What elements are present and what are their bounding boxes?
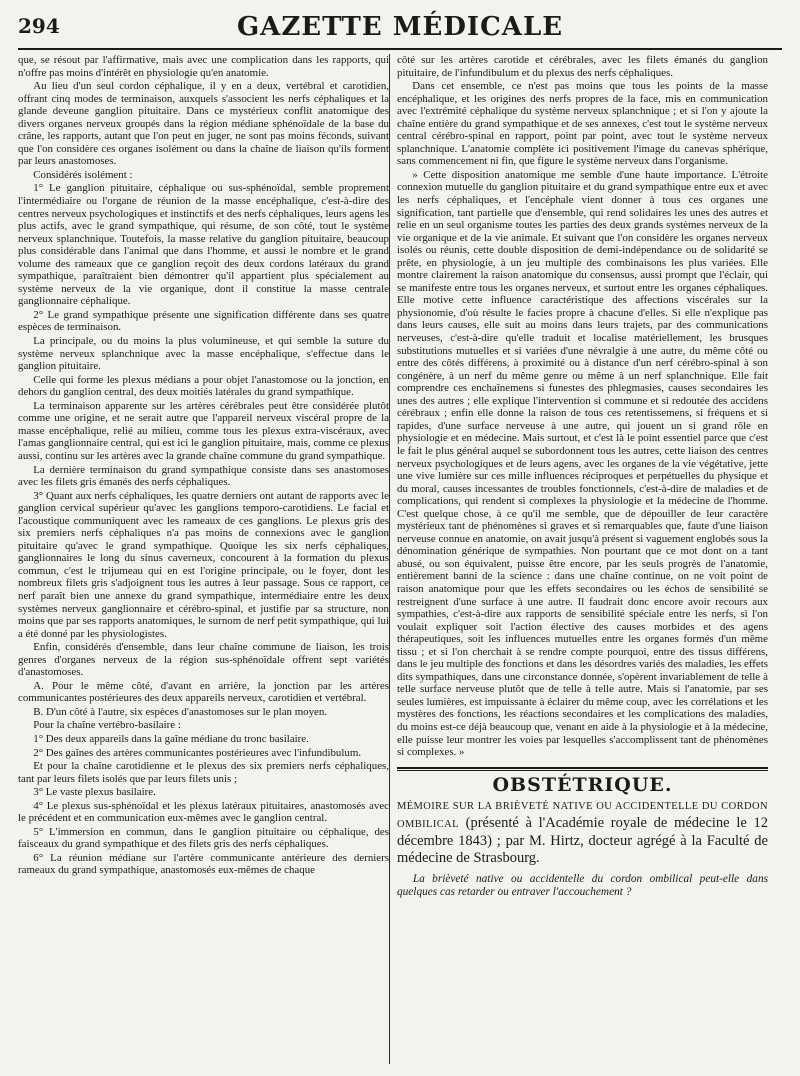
paragraph: Enfin, considérés d'ensemble, dans leur chaîne commune de liaison, les trois genres d'organes nerveux de la région sus-sphénoïdale offrent sept variétés d'anastomoses.: [18, 641, 389, 679]
memoir-title-rest: (présenté à l'Académie royale de médecine le 12 décembre 1843) ; par M. Hirtz, docteur agrégé à la Faculté de médecine de Strasbourg.: [397, 815, 768, 867]
paragraph: 5° L'immersion en commun, dans le ganglion pituitaire ou céphalique, des faisceaux du grand sympathique et des filets gris des nerfs céphaliques.: [18, 825, 389, 851]
paragraph: Et pour la chaîne carotidienne et le plexus des six premiers nerfs céphaliques, tant par leurs filets isolés que par leurs filets unis ;: [18, 760, 389, 785]
paragraph: 2° Le grand sympathique présente une signification différente dans ses quatre espèces de terminaison.: [18, 308, 389, 334]
journal-title: GAZETTE MÉDICALE: [236, 12, 564, 42]
paragraph: 6° La réunion médiane sur l'artère communicante antérieure des derniers rameaux du grand sympathique, anastomosés eux-mêmes de chaque: [18, 851, 389, 877]
page-header: [18, 8, 782, 48]
paragraph: côté sur les artères carotide et cérébrales, avec les filets émanés du ganglion pituitaire, de l'infundibulum et du plexus des nerfs céphaliques.: [397, 54, 768, 79]
paragraph: Dans cet ensemble, ce n'est pas moins que tous les points de la masse encéphalique, et les origines des nerfs propres de la face, mis en communication avec l'extrémité céphalique du système nerveux splanchnique ; et si l'on y ajoute la chaîne entière du grand sympathique et de ses annexes, c'est tout le système nerveux central cérébro-spinal en rapport, point par point, avec tout le système nerveux splanchnique. L'anatomie complète ici positivement l'image du canevas sphérique, sans commencement ni fin, que figure le système nerveux dans l'organisme.: [397, 80, 768, 168]
paragraph: La dernière terminaison du grand sympathique consiste dans ses anastomoses avec les filets gris émanés des nerfs céphaliques.: [18, 463, 389, 489]
paragraph: 3° Le vaste plexus basilaire.: [33, 786, 156, 799]
paragraph: 4° Le plexus sus-sphénoïdal et les plexus latéraux pituitaires, anastomosés avec le précédent et en communication eux-mêmes avec le ganglion central.: [18, 799, 389, 825]
paragraph: B. D'un côté à l'autre, six espèces d'anastomoses sur le plan moyen.: [33, 705, 328, 718]
paragraph: Au lieu d'un seul cordon céphalique, il y en a deux, vertébral et carotidien, offrant cinq modes de terminaison, auxquels s'associent les nerfs céphaliques et la glande deveune ganglion pituitaire. Dans ce mystérieux conflit anatomique des divers organes nerveux groupés dans la région médiane sphénoïdale de la base du crâne, les rapports, autant que l'on peut en juger, ne sont pas moins féconds, suivant que l'on considère ces organes isolément ou dans la chaîne de liaison qu'ils forment par leurs anastomoses.: [18, 80, 389, 168]
left-column: [18, 54, 389, 1066]
header-rule: [18, 48, 782, 50]
memoir-abstract: La brièveté native ou accidentelle du cordon ombilical peut-elle dans quelques cas retarder ou entraver l'accouchement ?: [397, 873, 768, 899]
paragraph: Pour la chaîne vertébro-basilaire :: [33, 719, 181, 732]
page-number: 294: [18, 14, 60, 38]
paragraph: 2° Des gaînes des artères communicantes postérieures avec l'infundibulum.: [33, 746, 362, 759]
paragraph: que, se résout par l'affirmative, mais avec une complication dans les rapports, qui n'offre pas moins d'intérêt en physiologie qu'en anatomie.: [18, 54, 389, 79]
memoir-title: [397, 797, 768, 867]
right-column-text: [397, 54, 768, 759]
section-title: OBSTÉTRIQUE.: [492, 773, 673, 796]
column-separator: [389, 54, 390, 1064]
paragraph: La terminaison apparente sur les artères cérébrales peut être considérée plutôt comme une origine, et ne serait autre que l'appareil nerveux viscéral propre de la masse encéphalique, relié au milieu, comme tous les plexus extra-viscéraux, avec l'amas ganglionnaire central, qui est ici le ganglion pituitaire, mais, comme ce plexus aussi, continu sur les artères avec la grande chaîne commune du grand sympathique.: [18, 399, 389, 462]
paragraph: A. Pour le même côté, d'avant en arrière, la jonction par les artères communicantes postérieures des deux appareils nerveux, carotidien et vertébral.: [18, 679, 389, 705]
right-column: [397, 54, 768, 1066]
paragraph: Considérés isolément :: [33, 168, 133, 181]
paragraph: 1° Le ganglion pituitaire, céphalique ou sus-sphénoïdal, semble proprement l'intermédiaire ou l'organe de réunion de la masse encéphalique, c'est-à-dire des centres nerveux psychologiques et instinctifs et des nerfs céphaliques, leurs agens les plus actifs, avec le grand sympathique, qui résume, de son côté, tout le système nerveux splanchnique. Toutefois, la masse relative du ganglion pituitaire, beaucoup plus considérable dans l'animal que dans l'homme, et aussi le nombre et le grand volume des rameaux que ce ganglion reçoit des deux cordons latéraux du grand sympathique, paraîtraient bien démontrer qu'il appartient plus spécialement au système nerveux de la vie organique, dont il constitue la masse centrale ganglionnaire céphalique.: [18, 182, 389, 308]
paragraph: 3° Quant aux nerfs céphaliques, les quatre derniers ont autant de rapports avec le ganglion cervical supérieur qu'avec les ganglions temporo-carotidiens. Le facial et l'acoustique communiquent avec les rameaux de ces ganglions. Le plexus gris des six premiers nerfs céphaliques n'a pas moins de connexions avec le ganglion pituitaire qu'avec le grand sympathique. Quoique les six nerfs céphaliques, ganglionnaires le long du sinus caverneux, concourent à la formation du plexus commun, c'est le trijumeau qui en est l'origine principale, ou le foyer, dont les nombreux filets gris s'adjoignent tous les autres à leur passage. Sous ce rapport, ce nerf paraît bien une annexe du grand sympathique, intermédiaire entre les deux systèmes nerveux ganglionnaire et cérébro-spinal, et justifie par sa structure, non moins que par ses rapports anatomiques, le surnom de nerf petit sympathique, qui lui a été donné par les physiologistes.: [18, 489, 389, 640]
paragraph: La principale, ou du moins la plus volumineuse, et qui semble la suture du système nerveux splanchnique avec la masse encéphalique, s'effectue dans le ganglion pituitaire.: [18, 335, 389, 373]
paragraph: Celle qui forme les plexus médians a pour objet l'anastomose ou la jonction, en dehors du ganglion central, des deux moitiés latérales du grand sympathique.: [18, 373, 389, 399]
paragraph: » Cette disposition anatomique me semble d'une haute importance. L'étroite connexion mutuelle du ganglion pituitaire et du grand sympathique entre eux et avec les nerfs céphaliques, et l'encéphale vient donner à tous ces organes une signification, tant partielle que d'ensemble, qui rend solidaires les unes des autres et relie en un seul organisme toutes les parties des deux grands systèmes nerveux de la vie organique et de la vie animale. Et suivant que l'on considère les organes nerveux isolés ou réunis, cette double disposition de demi-indépendance ou de solidarité se prête, en physiologie, à un jeu multiple des combinaisons les plus variées. Elle montre clairement la raison anatomique du consensus, aussi prompt que l'éclair, qui se manifeste entre tous les organes nerveux, et surtout entre les organes céphaliques. Elle motive cette influence caractéristique des affections viscérales sur la physionomie, d'où résulte le facies propre à chacune d'elles. Si elle n'explique pas dans leurs causes, elle suit au moins dans leurs trajets, par des communications nerveuses, c'est-à-dire qu'elle traduit et localise matériellement, les brusques substitutions mutuelles et si variées d'une névralgie à une autre, du même côté ou entre des côtés différens, à proximité ou à distance d'un nerf cérébro-spinal à son congénère, à un nerf du même genre ou même à un nerf splanchnique. Elle fait comprendre ces enchaînemens si funestes des phlegmasies, causes secondaires les unes des autres ; elle explique l'intervention si commune et si redoutée des accidens cérébraux ; enfin elle donne la raison de tous ces retentissemens, si fréquens et si rapides, d'une surface nerveuse à une autre, qui jouent un si grand rôle en physiologie et en médecine. Mais surtout, et c'est là le point essentiel parce que c'est le fait le plus général auquel se subordonnent tous les autres, cette liaison des centres nerveux psychologiques et de leurs agens, avec les organes de la vie végétative, jette une vive lumière sur ces mille influences réciproques et perpétuelles du physique et du moral, causes incessantes de troubles fonctionnels, c'est-à-dire de maladies et de complications, qui rendent si complexes la physiologie et la médecine de l'homme. C'est quelque chose, à ce qu'il me semble, que de dépouiller de leur caractère mystérieux tant de phénomènes si graves et si remarquables que, faute d'une liaison nerveuse connue en anatomie, on avait jusqu'à présent si vaguement englobés sous la dénomination générique de sympathies. Non pourtant que ce mot dont on a tant abusé, ou son équivalent, puisse être encore, par les seuls progrès de l'anatomie, entièrement banni de la science : dans une chaîne continue, on ne voit point de raison anatomique pour que les effets secondaires ou les échos de sensibilité se restreignent d'une surface à une autre. Il faudrait donc encore avoir recours aux sympathies, c'est-à-dire aux rapports de sensibilité spéciale entre les nerfs, si l'on voulait expliquer soit l'action élective des causes morbides et des agens thérapeutiques, soit les influences mutuelles entre les organes formés d'un même tissu ; et si l'on cherchait à se rendre compte pourquoi, entre des tissus différens, dans le jeu multiple des fonctions et dans les désordres variés des maladies, les effets dits sympathiques, dans une circonstance donnée, s'opèrent invariablement de telle à telle surface nerveuse plutôt que de telle à telle autre. Mais si l'anatomie, par ses seules lumières, est impuissante à éclairer du même coup, avec les corrélations et les mystères des fonctions, les réactions secondaires et les complications des maladies, du moins est-ce déjà beaucoup que, venant en aide à la physiologie et à la médecine, elle puisse leur montrer les voies par lesquelles s'accomplissent tant de phénomènes si complexes. »: [397, 168, 768, 759]
paragraph: 1° Des deux appareils dans la gaîne médiane du tronc basilaire.: [33, 732, 309, 745]
obstetrique-section: [397, 767, 768, 900]
section-rule: [397, 767, 768, 771]
memoir-title-caps: MÉMOIRE SUR LA BRIÈVETÉ NATIVE OU ACCIDENTELLE DU CORDON OMBILICAL: [397, 801, 768, 831]
